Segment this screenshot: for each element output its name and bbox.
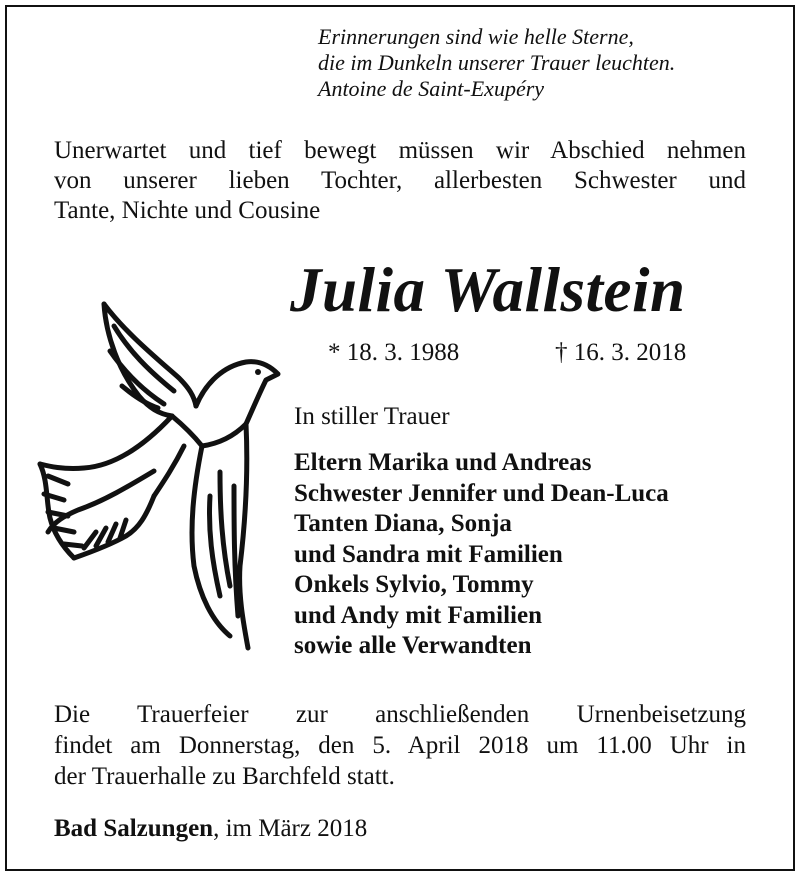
intro-paragraph [54, 136, 746, 226]
deceased-name: Julia Wallstein [290, 255, 686, 325]
ceremony-line: Die Trauerfeier zur anschließenden Urnenbeisetzung [54, 701, 746, 728]
ceremony-line: findet am Donnerstag, den 5. April 2018 um 11.00 Uhr in [54, 732, 746, 759]
mourner-line: und Sandra mit Familien [294, 540, 563, 568]
ceremony-line: der Trauerhalle zu Barchfeld statt. [54, 763, 395, 790]
mourner-line: Onkels Sylvio, Tommy [294, 571, 534, 598]
birth-date: * 18. 3. 1988 [328, 339, 460, 366]
mourner-line: Schwester Jennifer und Dean-Luca [294, 479, 669, 507]
mourning-heading: In stiller Trauer [294, 403, 450, 430]
intro-line: Tante, Nichte und Cousine [54, 197, 321, 224]
place-date-line [54, 814, 367, 844]
quote-line: Erinnerungen sind wie helle Sterne, [318, 24, 634, 49]
epigraph-quote [318, 24, 675, 102]
mourner-line: Tanten Diana, Sonja [294, 510, 512, 537]
intro-line: von unserer lieben Tochter, allerbesten Schwester und [54, 167, 746, 194]
mourner-line: und Andy mit Familien [294, 601, 542, 629]
death-date: † 16. 3. 2018 [555, 339, 687, 366]
intro-line: Unerwartet und tief bewegt müssen wir Abschied nehmen [54, 137, 746, 164]
quote-line: die im Dunkeln unserer Trauer leuchten. [318, 50, 676, 75]
mourner-line: sowie alle Verwandten [294, 632, 532, 659]
closing-date: , im März 2018 [213, 815, 368, 842]
place-name: Bad Salzungen [54, 815, 214, 842]
mourners-list [294, 448, 669, 662]
dove-icon [34, 296, 290, 656]
ceremony-paragraph [54, 699, 746, 792]
mourner-line: Eltern Marika und Andreas [294, 449, 592, 476]
quote-author: Antoine de Saint-Exupéry [318, 76, 545, 101]
